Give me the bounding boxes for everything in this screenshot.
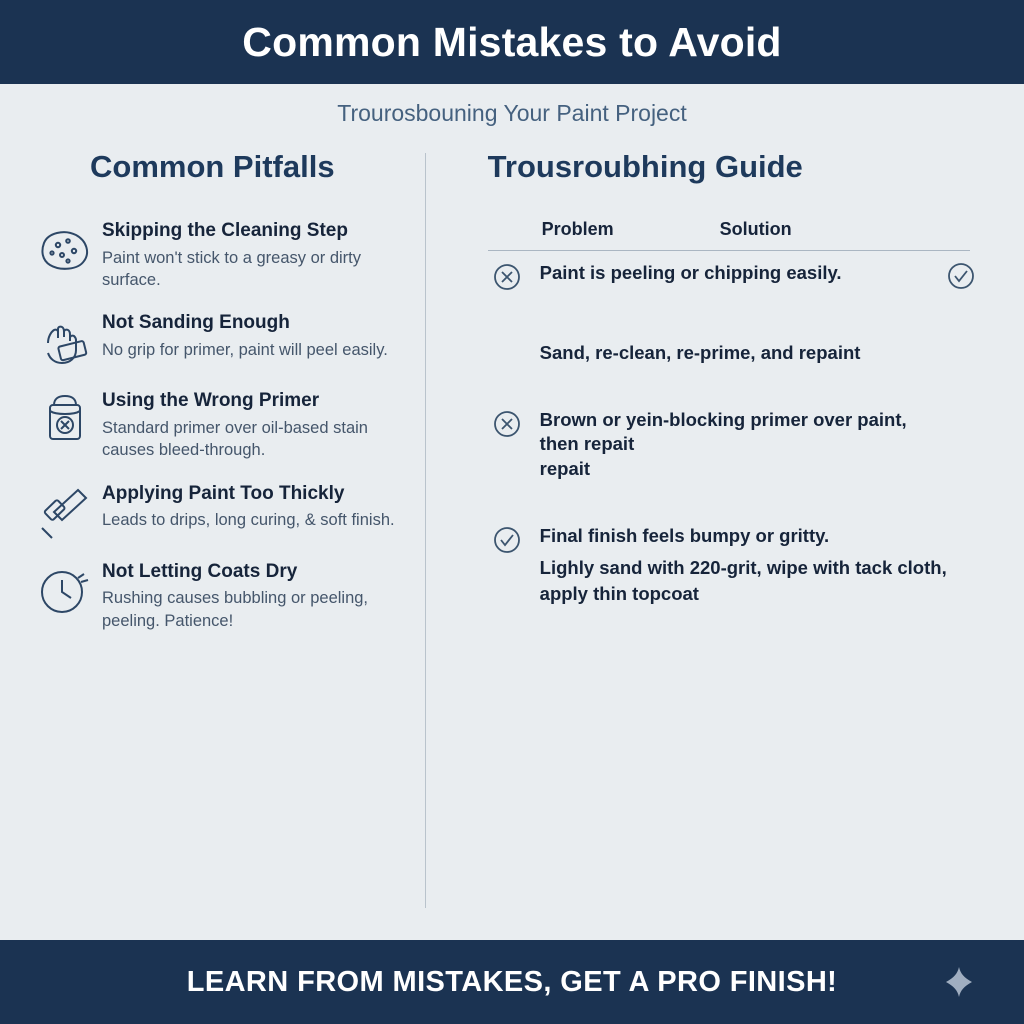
list-item-text xyxy=(96,560,399,632)
clock-icon xyxy=(34,562,96,618)
table-row xyxy=(488,261,970,366)
row-solution: Sand, re-clean, re-prime, and repaint xyxy=(539,342,861,363)
header-bar xyxy=(0,0,1024,84)
content-area xyxy=(0,127,1024,940)
list-item xyxy=(90,219,399,291)
list-item-title: Applying Paint Too Thickly xyxy=(102,482,345,504)
list-item xyxy=(90,389,399,461)
footer-text: LEARN FROM MISTAKES, GET A PRO FINISH! xyxy=(186,965,838,998)
column-header-problem: Problem xyxy=(541,219,614,239)
check-circle-icon xyxy=(488,525,526,555)
column-header-solution: Solution xyxy=(719,219,792,239)
list-item-desc: No grip for primer, paint will peel easily. xyxy=(102,341,388,360)
list-item-title: Skipping the Cleaning Step xyxy=(102,220,348,241)
table-row xyxy=(488,524,970,607)
page-subtitle: Trourosbouning Your Paint Project xyxy=(337,100,687,126)
troubleshooting-heading: Trousroubhing Guide xyxy=(487,149,803,184)
list-item-text xyxy=(96,482,399,532)
row-problem: Paint is peeling or chipping easily. xyxy=(539,262,842,283)
list-item xyxy=(90,311,399,369)
row-solution: Lighly sand with 220-grit, wipe with tack cloth, apply thin topcoat xyxy=(539,556,947,604)
list-item-text xyxy=(96,311,399,361)
sponge-icon xyxy=(34,221,96,277)
paint-brush-icon xyxy=(34,484,96,540)
list-item-title: Not Letting Coats Dry xyxy=(102,560,298,582)
footer-bar xyxy=(0,940,1024,1024)
list-item-desc: Leads to drips, long curing, & soft finish. xyxy=(102,511,395,530)
list-item-text xyxy=(96,389,399,461)
check-circle-icon xyxy=(946,261,976,291)
row-solution: repait xyxy=(539,457,591,479)
troubleshooting-column xyxy=(426,149,996,940)
x-circle-icon xyxy=(488,262,526,292)
list-item-title: Not Sanding Enough xyxy=(102,312,290,334)
list-item-desc: Paint won't stick to a greasy or dirty surface. xyxy=(102,248,362,290)
pitfalls-column xyxy=(28,149,425,940)
list-item-title: Using the Wrong Primer xyxy=(102,390,320,412)
row-problem: Final finish feels bumpy or gritty. xyxy=(539,524,830,546)
x-circle-icon xyxy=(488,409,526,439)
subtitle-row xyxy=(0,84,1024,127)
paint-can-icon xyxy=(34,391,96,447)
page-title: Common Mistakes to Avoid xyxy=(242,18,782,65)
table-header-row xyxy=(488,219,970,251)
list-item-text xyxy=(96,219,399,291)
table-row xyxy=(488,408,970,482)
sparkle-icon xyxy=(942,965,976,999)
list-item-desc: Rushing causes bubbling or peeling, peeling. Patience! xyxy=(102,589,369,630)
row-problem: Brown or yein-blocking primer over paint, then repait xyxy=(539,408,907,454)
pitfalls-heading: Common Pitfalls xyxy=(90,149,335,184)
list-item xyxy=(90,560,399,632)
list-item xyxy=(90,482,399,540)
sanding-hand-icon xyxy=(34,313,96,369)
list-item-desc: Standard primer over oil-based stain causes bleed-through. xyxy=(102,419,368,460)
